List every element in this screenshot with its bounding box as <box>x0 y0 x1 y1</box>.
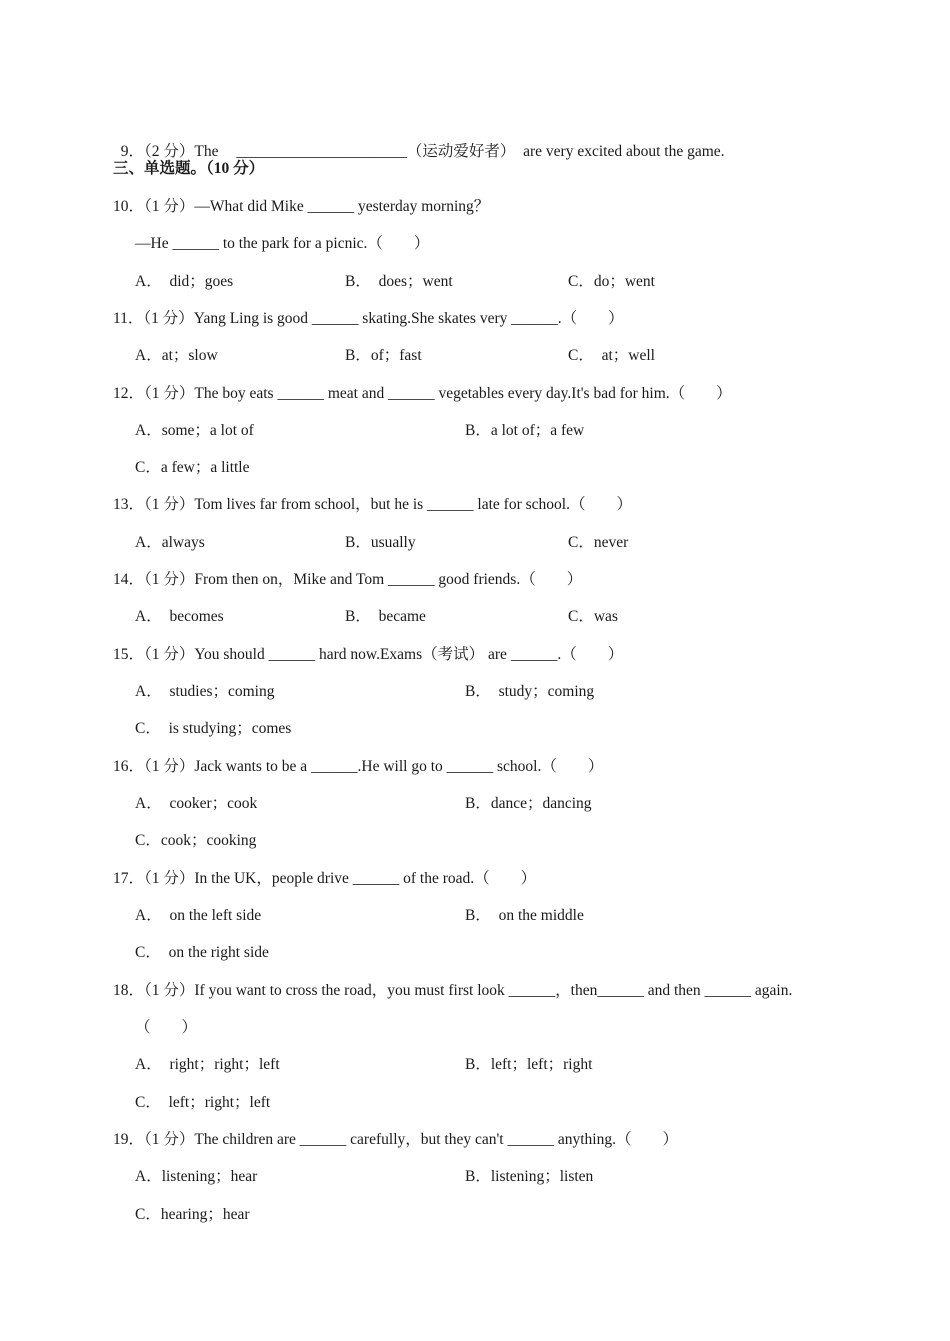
answer-blank: ______________________ <box>236 143 407 160</box>
question-9-rest: are very excited about the game. <box>515 143 725 160</box>
question-17-option-c[interactable]: C． on the right side <box>135 944 269 961</box>
question-10-option-b[interactable]: B． does；went <box>345 273 453 290</box>
question-18-stem: 18．（1 分）If you want to cross the road，you must first look ______，then______ and then ______ again. <box>113 982 793 999</box>
question-17-stem: 17．（1 分）In the UK，people drive ______ of the road.（ ） <box>113 870 537 887</box>
section-3-heading: 三、单选题。（10 分） <box>113 160 265 177</box>
question-11-stem: 11．（1 分）Yang Ling is good ______ skating.She skates very ______.（ ） <box>113 310 624 327</box>
question-13-stem: 13．（1 分）Tom lives far from school，but he is ______ late for school.（ ） <box>113 496 632 513</box>
question-13-option-a[interactable]: A．always <box>135 534 205 551</box>
question-15-option-b[interactable]: B． study；coming <box>465 683 595 700</box>
question-18-answer-paren: （ ） <box>135 1019 198 1036</box>
question-16-stem: 16．（1 分）Jack wants to be a ______.He will go to ______ school.（ ） <box>113 758 604 775</box>
question-19-option-b[interactable]: B．listening；listen <box>465 1168 594 1185</box>
question-14-option-a[interactable]: A． becomes <box>135 608 224 625</box>
question-12-option-c[interactable]: C．a few；a little <box>135 459 250 476</box>
question-17-option-b[interactable]: B． on the middle <box>465 907 584 924</box>
question-12-stem: 12．（1 分）The boy eats ______ meat and ______ vegetables every day.It's bad for him.（ ） <box>113 385 732 402</box>
question-11-option-b[interactable]: B．of；fast <box>345 347 422 364</box>
question-15-option-c[interactable]: C． is studying；comes <box>135 720 292 737</box>
question-11-option-c[interactable]: C． at；well <box>568 347 655 364</box>
question-15-option-a[interactable]: A． studies；coming <box>135 683 275 700</box>
question-10-stem: 10．（1 分）—What did Mike ______ yesterday morning？ <box>113 198 490 215</box>
question-19-option-a[interactable]: A．listening；hear <box>135 1168 258 1185</box>
question-14-option-b[interactable]: B． became <box>345 608 426 625</box>
question-12-option-b[interactable]: B．a lot of；a few <box>465 422 585 439</box>
question-14-option-c[interactable]: C．was <box>568 608 618 625</box>
question-18-option-a[interactable]: A． right；right；left <box>135 1056 280 1073</box>
question-14-stem: 14．（1 分）From then on，Mike and Tom ______ good friends.（ ） <box>113 571 583 588</box>
question-9-prefix: 9．（2 分）The <box>120 143 223 160</box>
question-16-option-b[interactable]: B．dance；dancing <box>465 795 592 812</box>
question-17-option-a[interactable]: A． on the left side <box>135 907 262 924</box>
question-18-option-b[interactable]: B．left；left；right <box>465 1056 593 1073</box>
question-16-option-a[interactable]: A． cooker；cook <box>135 795 258 812</box>
question-13-option-b[interactable]: B．usually <box>345 534 416 551</box>
question-9 <box>113 122 725 162</box>
question-10-stem-2: —He ______ to the park for a picnic.（ ） <box>135 235 430 252</box>
question-18-option-c[interactable]: C． left；right；left <box>135 1094 271 1111</box>
question-11-option-a[interactable]: A．at；slow <box>135 347 218 364</box>
question-16-option-c[interactable]: C．cook；cooking <box>135 832 257 849</box>
question-19-stem: 19．（1 分）The children are ______ carefully，but they can't ______ anything.（ ） <box>113 1131 678 1148</box>
question-12-option-a[interactable]: A．some；a lot of <box>135 422 254 439</box>
question-13-option-c[interactable]: C．never <box>568 534 629 551</box>
question-10-option-c[interactable]: C．do；went <box>568 273 655 290</box>
question-15-stem: 15．（1 分）You should ______ hard now.Exams（考试） are ______.（ ） <box>113 646 624 663</box>
question-19-option-c[interactable]: C．hearing；hear <box>135 1206 250 1223</box>
question-10-option-a[interactable]: A． did；goes <box>135 273 234 290</box>
question-9-hint: （运动爱好者） <box>406 143 516 160</box>
